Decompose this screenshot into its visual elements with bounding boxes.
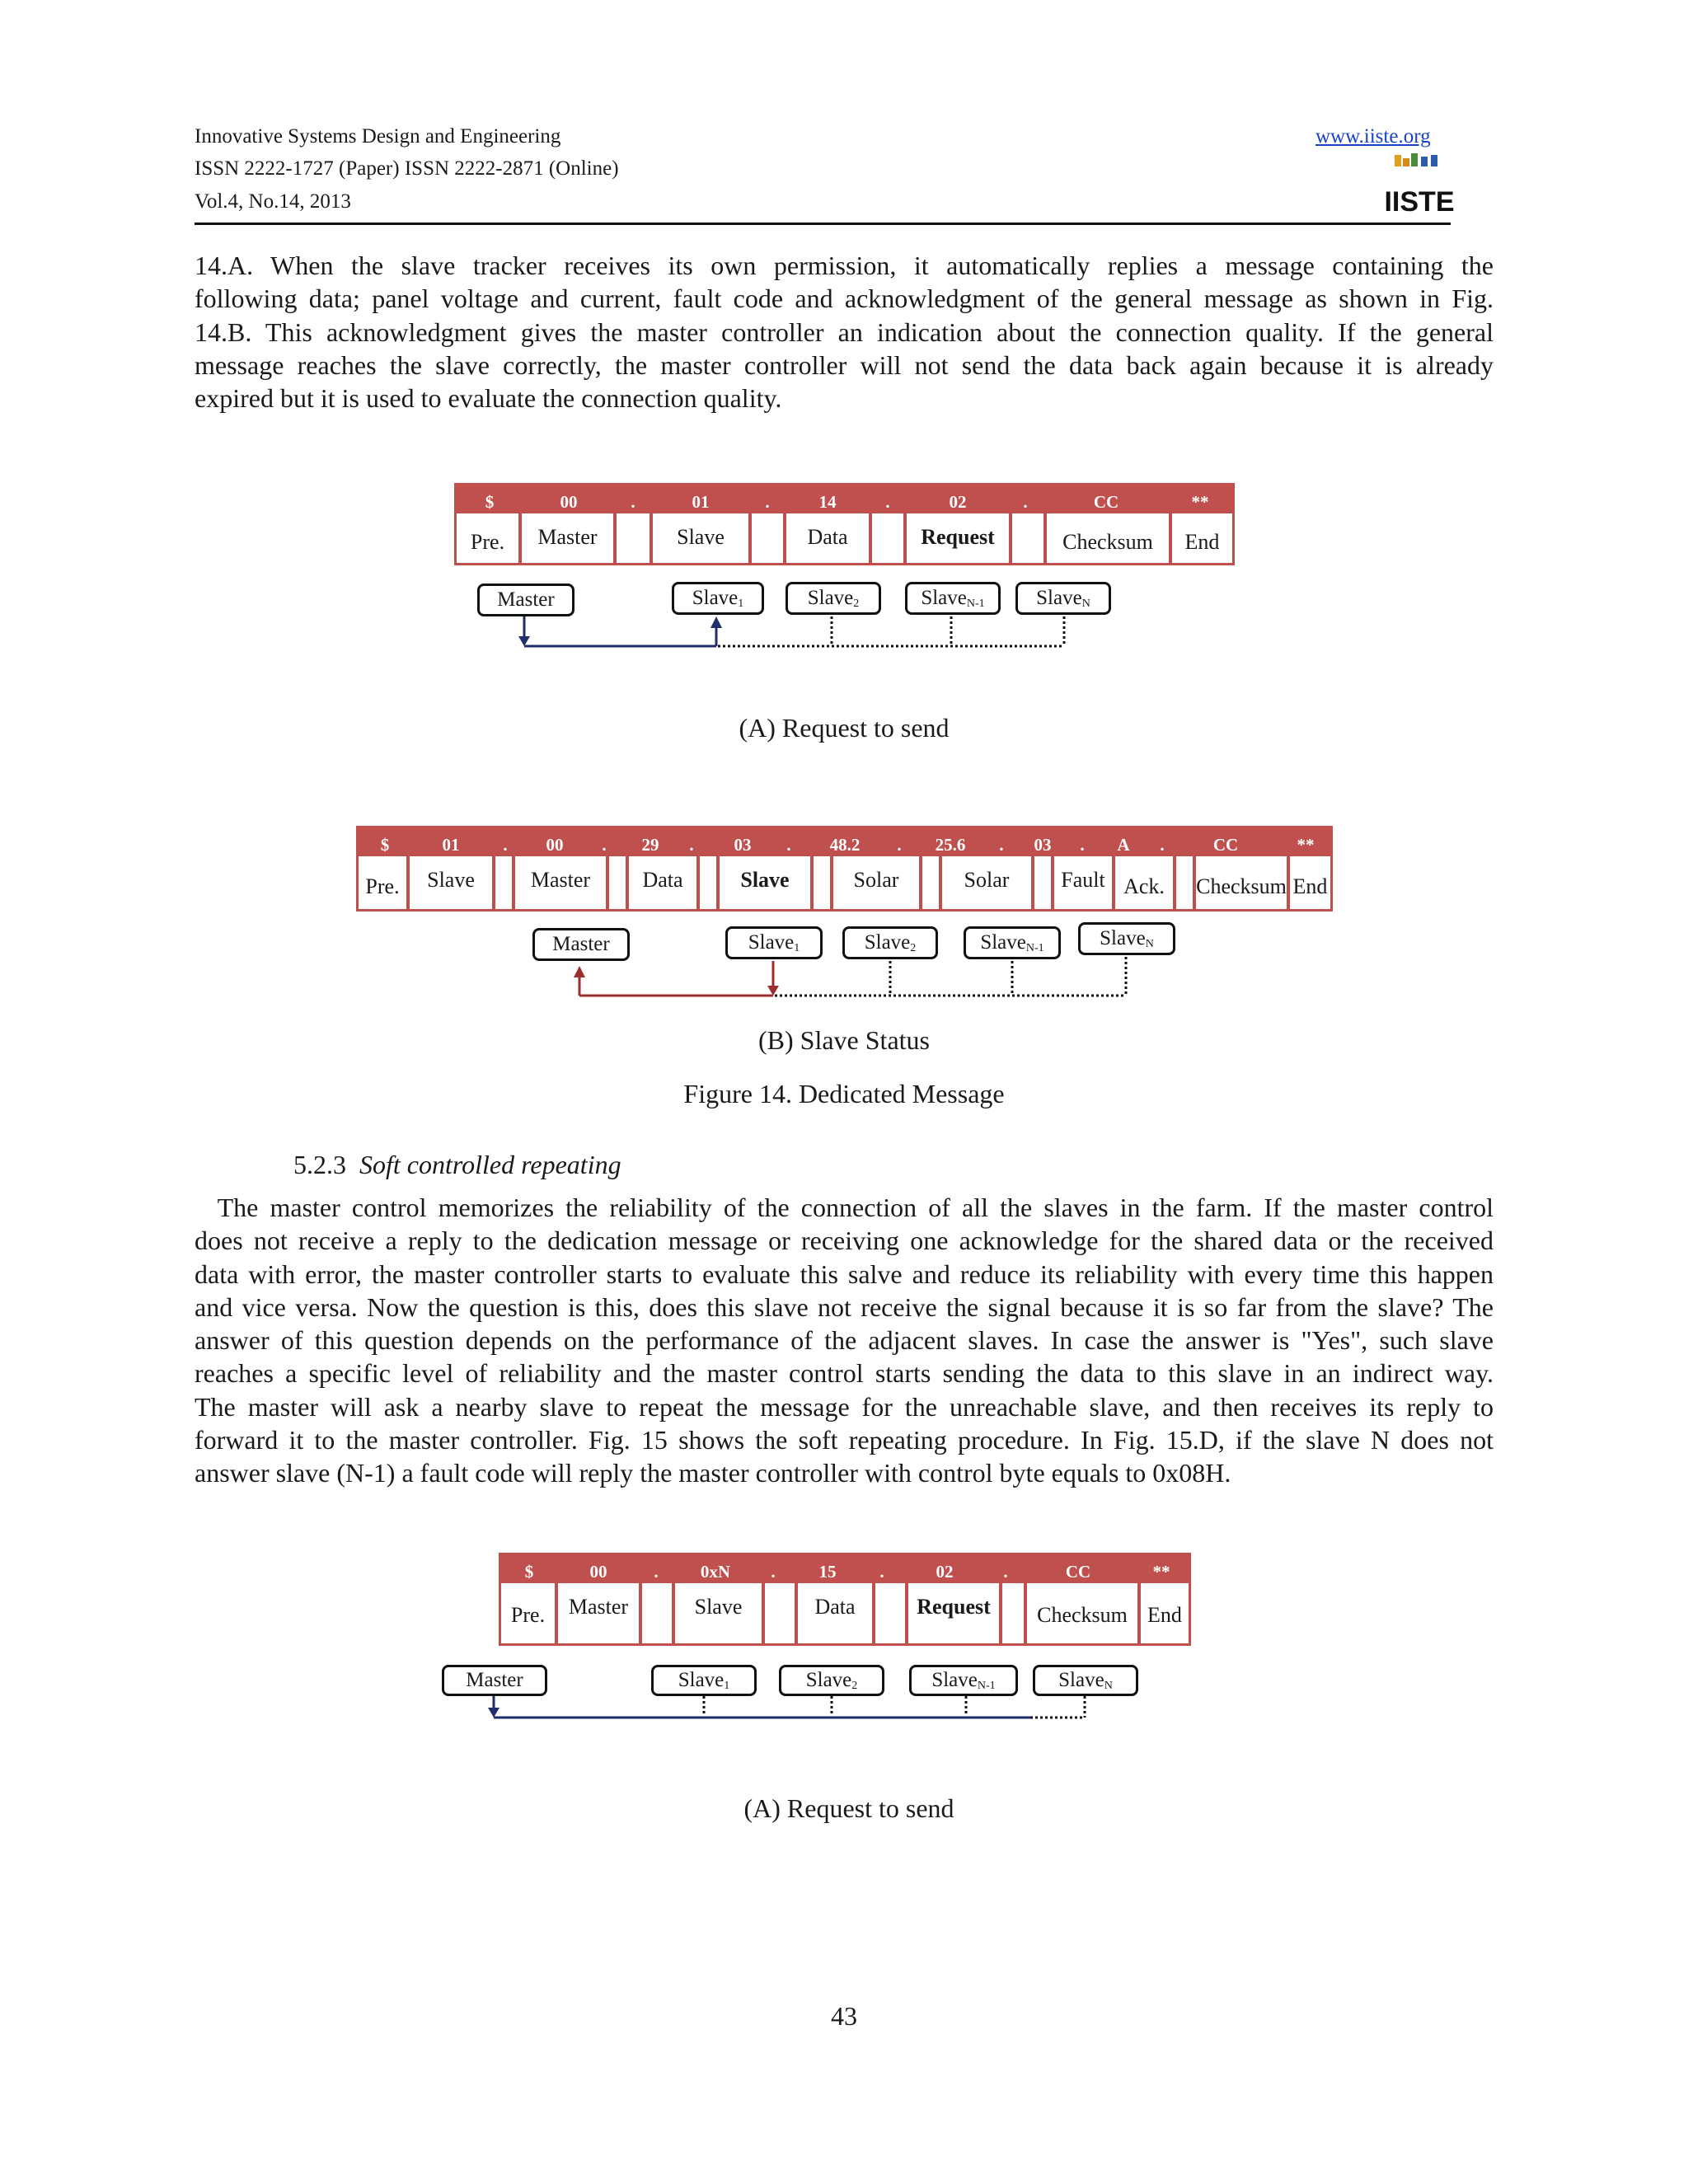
frame-cell: Slave <box>720 856 810 909</box>
node-slave-1: Slave$_1$ <box>651 1665 757 1696</box>
frame-cell <box>617 513 650 563</box>
frame-cell <box>872 513 903 563</box>
frame-cell: Master <box>515 856 606 909</box>
svg-text:IISTE: IISTE <box>1384 186 1455 218</box>
frame-cell <box>752 513 783 563</box>
frame-cell: Data <box>798 1583 872 1643</box>
body-line: answer slave (N-1) a fault code will reply the master controller with control byte equals to 0x08H. <box>195 1458 1231 1488</box>
frame-cell: Pre. <box>359 856 406 909</box>
node-slave-n-1: Slave$_{N-1}$ <box>905 582 1001 615</box>
frame-cell <box>1034 856 1051 909</box>
frame-values <box>457 485 1232 513</box>
frame-value: . <box>999 835 1004 855</box>
node-slave-n-1: Slave$_{N-1}$ <box>964 926 1061 959</box>
intro-line: 14.B. This acknowledgment gives the master controller an indication about the connection quality. If the general <box>195 316 1494 347</box>
frame-cell: Data <box>629 856 696 909</box>
frame-value: . <box>503 835 508 855</box>
frame-value: CC <box>1065 1562 1091 1582</box>
node-slave-n: Slave$_N$ <box>1033 1665 1138 1696</box>
frame-value: 01 <box>692 492 710 512</box>
frame-14a <box>454 483 1235 565</box>
frame-value: . <box>1080 835 1085 855</box>
page-number: 43 <box>831 2001 857 2031</box>
arrowhead <box>767 986 779 996</box>
section-heading <box>293 1150 621 1180</box>
body-line: forward it to the master controller. Fig. 15 shows the soft repeating procedure. In Fig. 15.D, if the slave N does not <box>195 1425 1494 1455</box>
body-line: does not receive a reply to the dedication message or receiving one acknowledge for the shared data or the received <box>195 1226 1494 1256</box>
intro-line: following data; panel voltage and current, fault code and acknowledgment of the general message as shown in Fig. <box>195 284 1494 314</box>
frame-cell <box>814 856 830 909</box>
frame-cell: End <box>1172 513 1232 563</box>
frame-cell: Master <box>522 513 613 563</box>
frame-value: $ <box>380 835 390 855</box>
frame-cell: Checksum <box>1027 1583 1137 1643</box>
frame-value: $ <box>485 492 495 512</box>
links-15a <box>488 1696 1085 1718</box>
body-line: reaches a specific level of reliability and the master control starts sending the data to this slave in an indirect way. <box>195 1358 1494 1389</box>
caption-15a: (A) Request to send <box>743 1793 954 1823</box>
frame-cell: Slave <box>675 1583 762 1643</box>
frame-values <box>501 1555 1189 1583</box>
arrowhead <box>710 616 722 628</box>
frame-cell: Solar <box>833 856 919 909</box>
frame-value: . <box>897 835 902 855</box>
node-slave-1: Slave$_1$ <box>672 582 764 615</box>
links-14a <box>518 616 1064 646</box>
frame-value: 25.6 <box>935 835 966 855</box>
frame-value: ** <box>1152 1562 1170 1582</box>
frame-value: . <box>654 1562 659 1582</box>
frame-value: 15 <box>818 1562 837 1582</box>
node-master: Master <box>442 1665 547 1696</box>
header-rule <box>195 223 1451 225</box>
frame-value: 03 <box>734 835 752 855</box>
arrowhead <box>488 1708 499 1718</box>
frame-cell: Pre. <box>457 513 518 563</box>
frame-cell <box>1012 513 1043 563</box>
section-title: Soft controlled repeating <box>359 1150 621 1179</box>
frame-value: . <box>885 492 890 512</box>
frame-value: . <box>689 835 694 855</box>
links-14b <box>574 957 1126 996</box>
frame-value: 0xN <box>700 1562 731 1582</box>
frame-value: 00 <box>589 1562 607 1582</box>
frame-cell <box>642 1583 672 1643</box>
frame-value: . <box>1160 835 1165 855</box>
frame-value: 14 <box>818 492 837 512</box>
body-line: The master will ask a nearby slave to repeat the message for the unreachable slave, and then receives its reply to <box>195 1391 1494 1422</box>
frame-values <box>359 828 1330 856</box>
frame-value: . <box>765 492 770 512</box>
frame-cell: Request <box>908 1583 999 1643</box>
body-line: answer of this question depends on the performance of the adjacent slaves. In case the answer is "Yes", such slave <box>195 1325 1494 1356</box>
frame-cell: Slave <box>410 856 492 909</box>
frame-cell: Ack. <box>1115 856 1173 909</box>
frame-cell: Fault <box>1054 856 1112 909</box>
node-slave-1: Slave$_1$ <box>725 926 823 959</box>
frame-cell <box>875 1583 905 1643</box>
intro-line: expired but it is used to evaluate the connection quality. <box>195 383 782 414</box>
caption-14b: (B) Slave Status <box>758 1025 930 1055</box>
frame-value: ** <box>1191 492 1209 512</box>
node-slave-2: Slave$_2$ <box>842 926 938 959</box>
frame-value: 02 <box>949 492 967 512</box>
node-slave-2: Slave$_2$ <box>779 1665 884 1696</box>
node-master: Master <box>477 583 574 616</box>
frame-value: . <box>786 835 791 855</box>
frame-cell: Solar <box>942 856 1031 909</box>
frame-cell: Request <box>907 513 1009 563</box>
frame-value: A <box>1117 835 1130 855</box>
frame-value: $ <box>524 1562 534 1582</box>
frame-cell <box>1002 1583 1024 1643</box>
body-line: and vice versa. Now the question is this, does this slave not receive the signal because it is so far from the slave? The <box>195 1291 1494 1322</box>
volume-line: Vol.4, No.14, 2013 <box>195 190 351 213</box>
node-slave-2: Slave$_2$ <box>786 582 881 615</box>
frame-cell <box>609 856 626 909</box>
frame-value: . <box>879 1562 884 1582</box>
frame-value: 00 <box>546 835 564 855</box>
frame-value: CC <box>1212 835 1239 855</box>
section-number: 5.2.3 <box>293 1150 346 1179</box>
node-slave-n-1: Slave$_{N-1}$ <box>909 1665 1018 1696</box>
frame-value: 00 <box>560 492 578 512</box>
iiste-logo <box>1384 152 1455 218</box>
frame-value: . <box>771 1562 776 1582</box>
arrowhead <box>574 966 585 977</box>
intro-paragraph <box>195 249 1494 415</box>
frame-cell <box>495 856 512 909</box>
frame-value: . <box>602 835 607 855</box>
frame-value: . <box>1023 492 1028 512</box>
frame-cell: Master <box>558 1583 639 1643</box>
frame-value: . <box>631 492 635 512</box>
frame-cell: Slave <box>653 513 748 563</box>
body-line: data with error, the master controller starts to evaluate this salve and reduce its reliability with every time this happen <box>195 1258 1494 1289</box>
frame-value: 03 <box>1034 835 1052 855</box>
frame-value: ** <box>1297 835 1315 855</box>
frame-cell <box>922 856 939 909</box>
website-link[interactable]: www.iiste.org <box>1315 125 1431 148</box>
body-paragraph <box>195 1191 1494 1490</box>
frame-value: 02 <box>936 1562 954 1582</box>
frame-cell: Pre. <box>501 1583 555 1643</box>
frame-cell <box>700 856 716 909</box>
figure-14-title: Figure 14. Dedicated Message <box>683 1079 1005 1108</box>
frame-value: . <box>1003 1562 1008 1582</box>
node-slave-n: Slave$_N$ <box>1015 582 1111 615</box>
frame-15a <box>499 1553 1191 1646</box>
frame-cell: Checksum <box>1047 513 1169 563</box>
intro-line: 14.A. When the slave tracker receives its own permission, it automatically replies a message containing the <box>195 251 1494 280</box>
arrowhead <box>518 636 530 646</box>
frame-14b <box>356 826 1333 912</box>
frame-value: 48.2 <box>829 835 861 855</box>
frame-cell: Data <box>786 513 869 563</box>
frame-cell <box>1176 856 1193 909</box>
node-slave-n: Slave$_N$ <box>1078 922 1175 955</box>
issn-line: ISSN 2222-1727 (Paper) ISSN 2222-2871 (Online) <box>195 157 619 180</box>
frame-cell <box>765 1583 795 1643</box>
frame-value: 29 <box>641 835 659 855</box>
body-line: The master control memorizes the reliability of the connection of all the slaves in the farm. If the master control <box>195 1193 1494 1222</box>
frame-cell: End <box>1290 856 1330 909</box>
frame-cell: End <box>1141 1583 1189 1643</box>
frame-value: 01 <box>442 835 460 855</box>
journal-name: Innovative Systems Design and Engineering <box>195 125 561 148</box>
node-master: Master <box>532 928 630 961</box>
frame-value: CC <box>1093 492 1119 512</box>
caption-14a: (A) Request to send <box>739 713 950 743</box>
intro-line: message reaches the slave correctly, the master controller will not send the data back again because it is already <box>195 349 1494 380</box>
frame-cell: Checksum <box>1196 856 1287 909</box>
